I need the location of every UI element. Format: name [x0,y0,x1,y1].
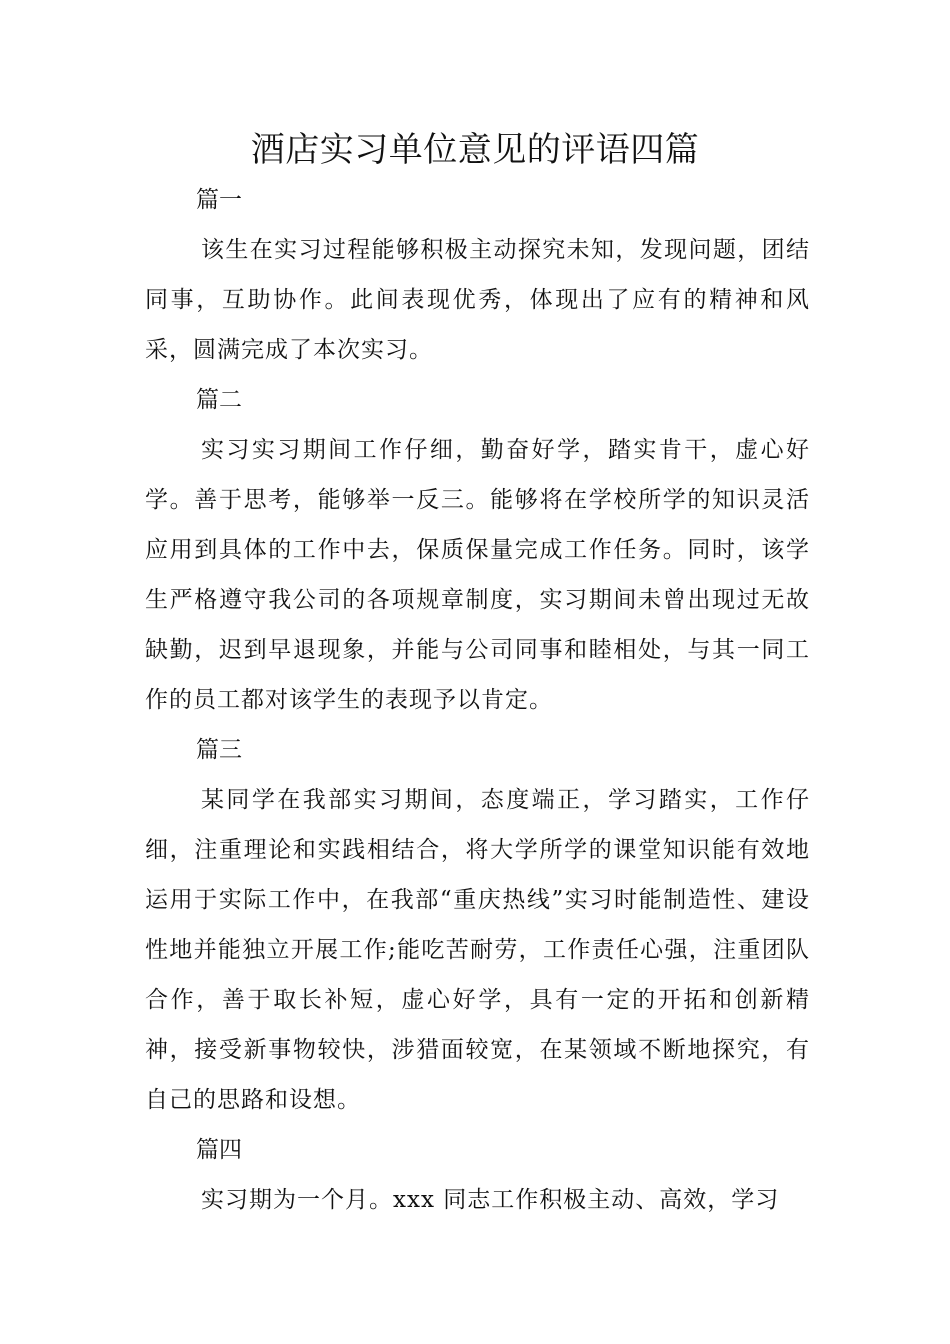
document-title: 酒店实习单位意见的评语四篇 [250,130,700,170]
section-paragraph: 实习期为一个月。xxx 同志工作积极主动、高效，学习 [201,1187,780,1213]
section-3 [145,725,810,1125]
section-paragraph: 该生在实习过程能够积极主动探究未知，发现问题，团结同事，互助协作。此间表现优秀，体现出了应有的精神和风采，圆满完成了本次实习。 [145,237,810,363]
document-body [145,175,810,1225]
section-2 [145,375,810,725]
section-heading: 篇二 [196,387,242,413]
section-1 [145,175,810,375]
section-heading: 篇一 [196,187,242,213]
section-4 [145,1125,810,1225]
section-paragraph: 某同学在我部实习期间，态度端正，学习踏实，工作仔细，注重理论和实践相结合，将大学所学的课堂知识能有效地运用于实际工作中，在我部“重庆热线”实习时能制造性、建设性地并能独立开展工作;能吃苦耐劳，工作责任心强，注重团队合作，善于取长补短，虚心好学，具有一定的开拓和创新精神，接受新事物较快，涉猎面较宽，在某领域不断地探究，有自己的思路和设想。 [145,787,810,1113]
section-heading: 篇四 [196,1137,242,1163]
section-paragraph: 实习实习期间工作仔细，勤奋好学，踏实肯干，虚心好学。善于思考，能够举一反三。能够将在学校所学的知识灵活应用到具体的工作中去，保质保量完成工作任务。同时，该学生严格遵守我公司的各项规章制度，实习期间未曾出现过无故缺勤，迟到早退现象，并能与公司同事和睦相处，与其一同工作的员工都对该学生的表现予以肯定。 [145,437,810,713]
section-heading: 篇三 [196,737,242,763]
